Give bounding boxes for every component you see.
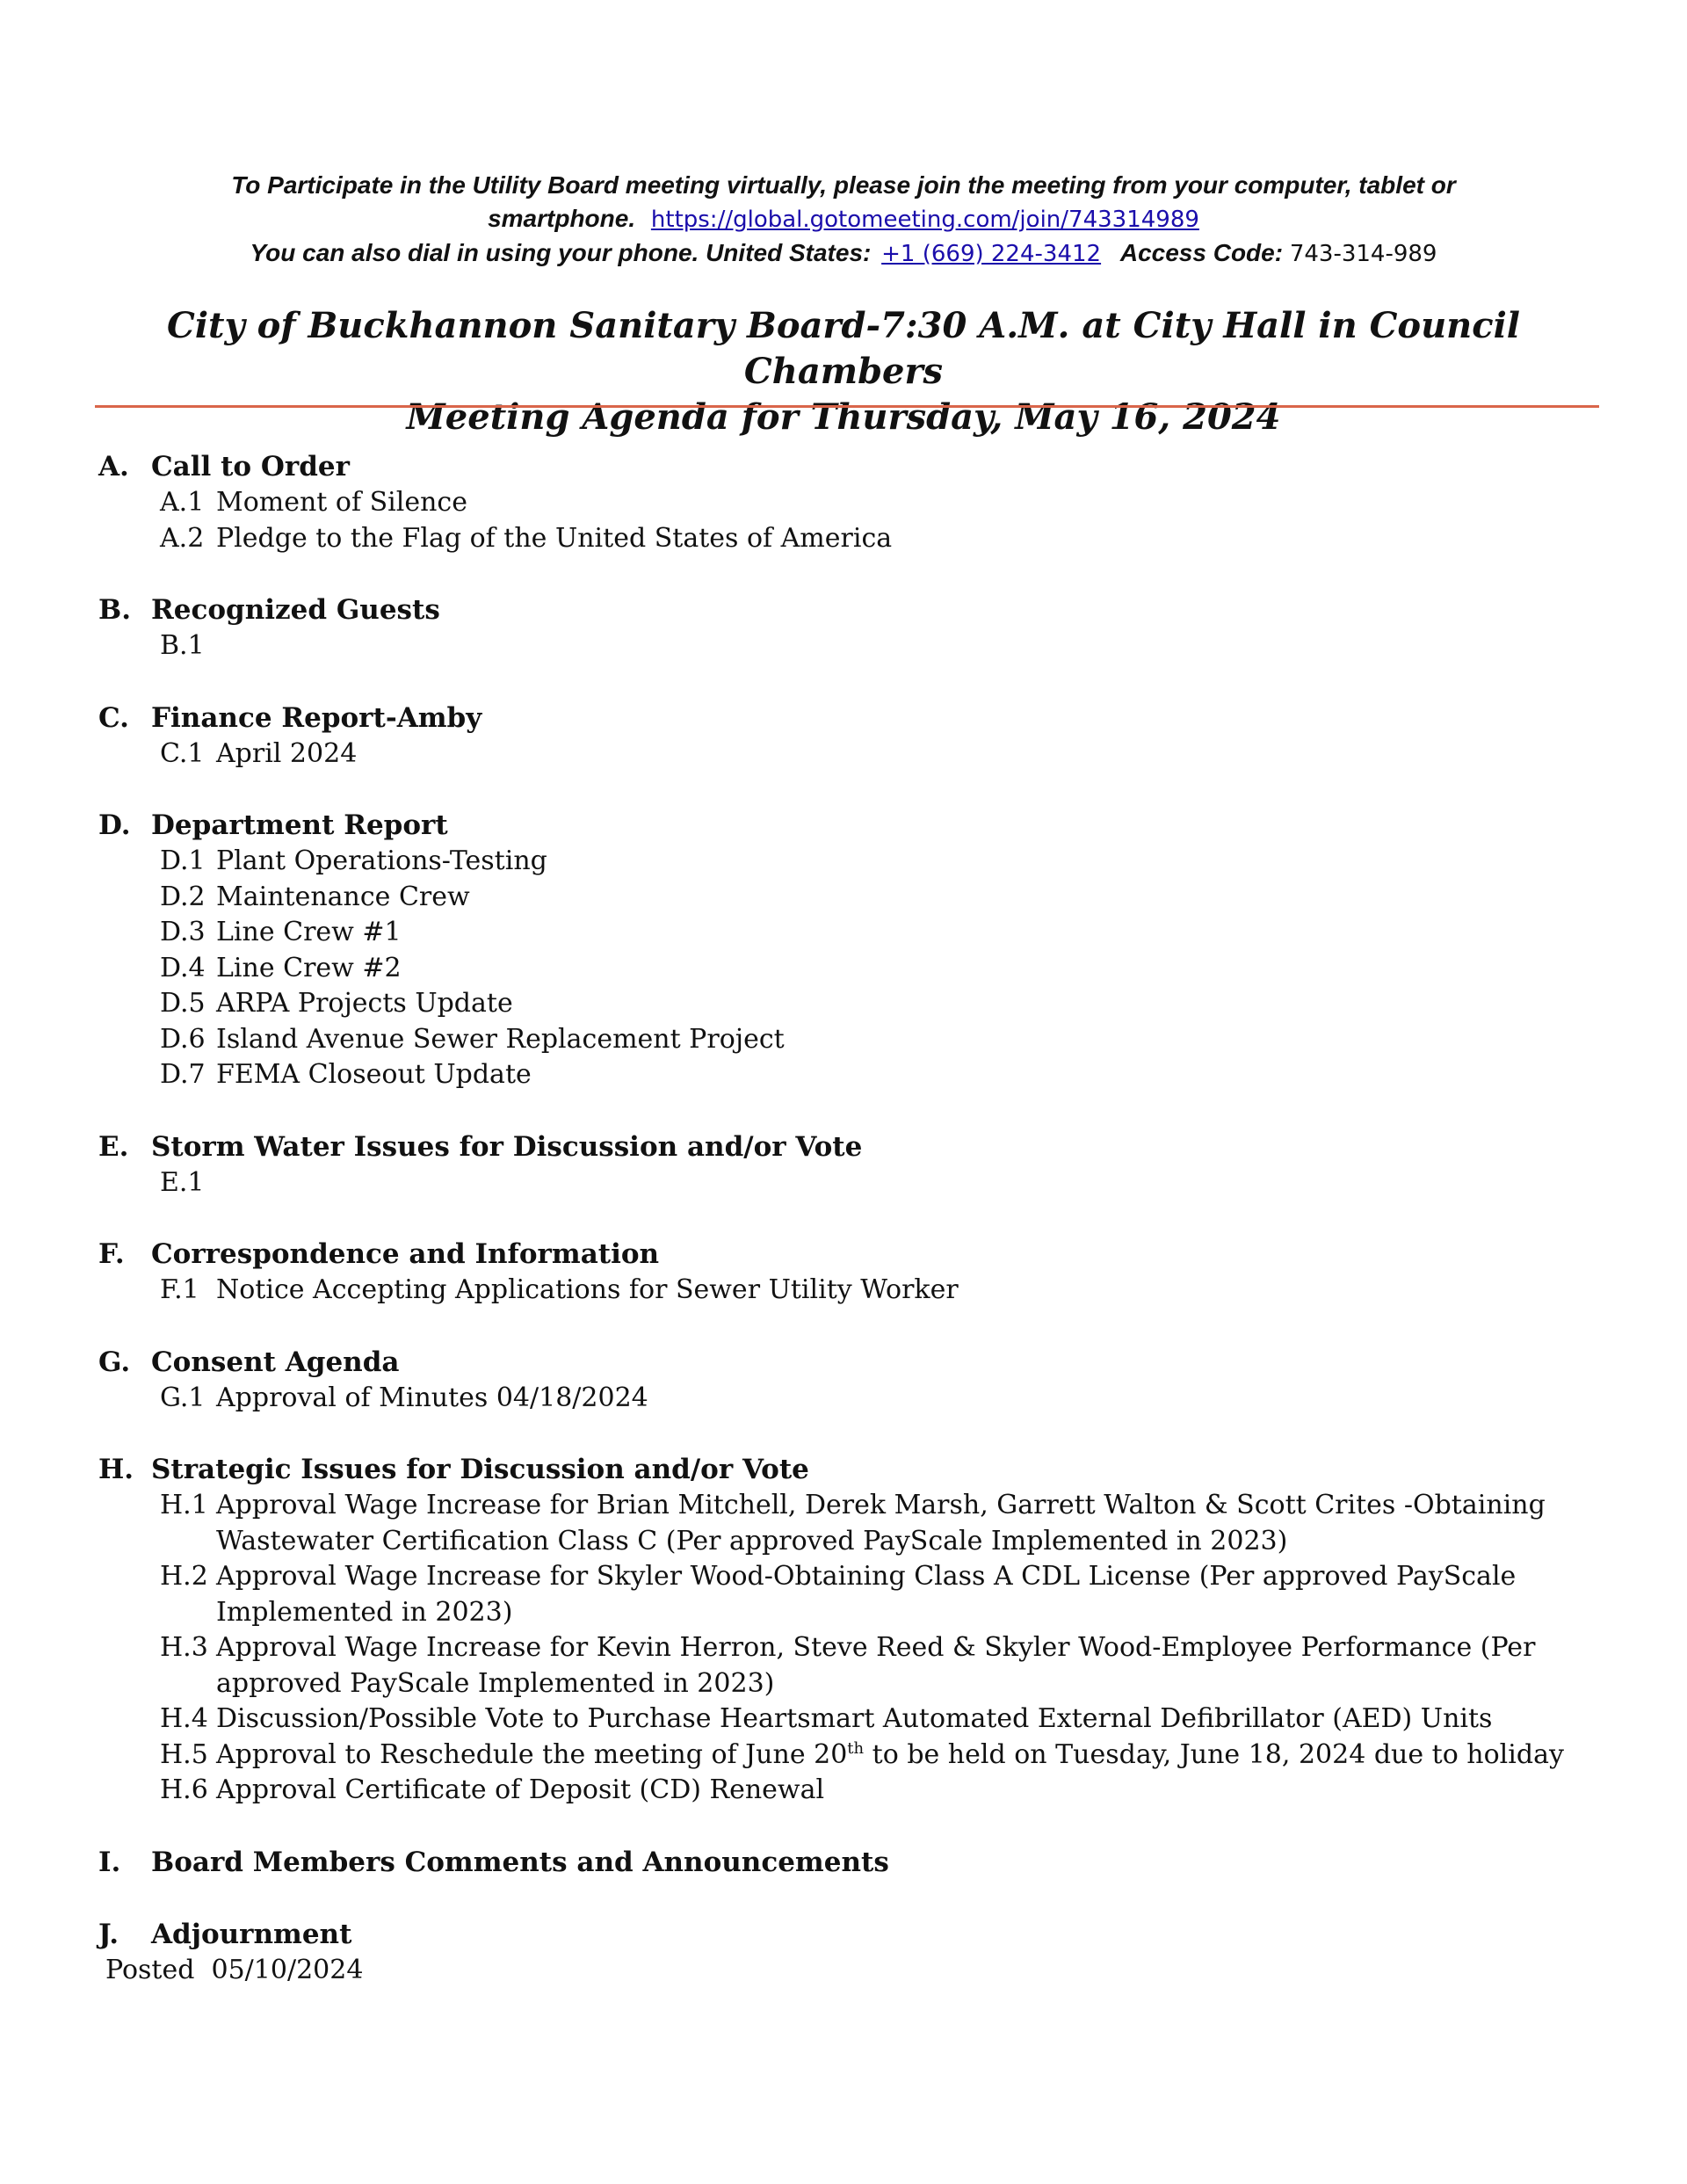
section-title-text: Adjournment bbox=[151, 1918, 352, 1950]
section-letter: J. bbox=[98, 1918, 119, 1950]
section-title bbox=[98, 807, 1610, 844]
agenda-item-number: H.1 bbox=[160, 1490, 208, 1520]
section-title bbox=[98, 1344, 1610, 1381]
agenda-item bbox=[160, 1488, 1610, 1559]
agenda-section bbox=[98, 1916, 1610, 1953]
agenda-section bbox=[98, 1844, 1610, 1881]
section-letter: C. bbox=[98, 701, 129, 734]
access-code-value: 743-314-989 bbox=[1289, 241, 1437, 267]
agenda-item bbox=[160, 485, 1610, 521]
agenda-item-number: H.6 bbox=[160, 1774, 208, 1805]
section-title bbox=[98, 700, 1610, 736]
section-letter: H. bbox=[98, 1454, 134, 1485]
agenda-item-number: H.4 bbox=[160, 1703, 208, 1734]
section-title-text: Consent Agenda bbox=[151, 1346, 400, 1378]
agenda-item-text: Maintenance Crew bbox=[216, 881, 470, 912]
section-title-text: Call to Order bbox=[151, 451, 350, 483]
agenda-section bbox=[98, 700, 1610, 773]
agenda-item bbox=[160, 521, 1610, 557]
participation-line-3 bbox=[97, 236, 1590, 271]
agenda-item-text: Plant Operations-Testing bbox=[216, 845, 547, 876]
agenda-item-text: ARPA Projects Update bbox=[216, 988, 513, 1019]
agenda-item bbox=[160, 1773, 1610, 1809]
agenda-item-number: D.1 bbox=[160, 845, 206, 876]
agenda-section bbox=[98, 1451, 1610, 1809]
agenda-item bbox=[160, 1022, 1610, 1058]
agenda-item bbox=[160, 986, 1610, 1022]
agenda-item-text bbox=[216, 1165, 1610, 1201]
agenda-item-text: Notice Accepting Applications for Sewer Utility Worker bbox=[216, 1274, 959, 1305]
agenda-item-number: B.1 bbox=[160, 630, 205, 661]
agenda-item bbox=[160, 880, 1610, 916]
agenda-item-ordinal-suffix: th bbox=[847, 1738, 865, 1758]
agenda-item-number: D.5 bbox=[160, 988, 206, 1019]
section-title-text: Board Members Comments and Announcements bbox=[151, 1846, 889, 1878]
agenda-item-number: A.2 bbox=[160, 522, 205, 554]
agenda-item-number: A.1 bbox=[160, 487, 205, 518]
agenda-item-text: Discussion/Possible Vote to Purchase Heartsmart Automated External Defibrillator (AED) Units bbox=[216, 1703, 1493, 1734]
agenda-item bbox=[160, 1165, 1610, 1201]
heading-line-1: City of Buckhannon Sanitary Board-7:30 A.M. at City Hall in Council Chambers bbox=[167, 305, 1520, 392]
agenda-item-number: H.3 bbox=[160, 1632, 208, 1663]
agenda-item bbox=[160, 1273, 1610, 1309]
section-title-text: Recognized Guests bbox=[151, 594, 440, 626]
heading-divider bbox=[95, 405, 1599, 408]
section-title-text: Department Report bbox=[151, 809, 448, 841]
agenda-item-number: D.2 bbox=[160, 881, 206, 912]
agenda-item-text-part: Approval to Reschedule the meeting of June 20 bbox=[216, 1738, 848, 1770]
section-letter: E. bbox=[98, 1130, 129, 1163]
heading-line-2: Meeting Agenda for Thursday, May 16, 2024 bbox=[406, 396, 1281, 438]
section-title-text: Strategic Issues for Discussion and/or Vote bbox=[151, 1454, 809, 1485]
section-title-text: Storm Water Issues for Discussion and/or Vote bbox=[151, 1130, 863, 1163]
agenda-item-text bbox=[216, 1738, 1610, 1774]
agenda-item-text: Approval Wage Increase for Kevin Herron, Steve Reed & Skyler Wood-Employee Performance (Per approved PayScale Implemented in 2023) bbox=[216, 1632, 1536, 1699]
agenda-item-text: Line Crew #2 bbox=[216, 952, 402, 983]
section-letter: D. bbox=[98, 809, 131, 841]
agenda-item-text: Approval Wage Increase for Brian Mitchell, Derek Marsh, Garrett Walton & Scott Crites -Obtaining Wastewater Certification Class C (Per approved PayScale Implemented in 2023) bbox=[216, 1490, 1546, 1556]
agenda-section bbox=[98, 1128, 1610, 1201]
section-title-text: Correspondence and Information bbox=[151, 1238, 660, 1270]
access-code-label: Access Code: bbox=[1119, 239, 1284, 266]
agenda-item bbox=[160, 628, 1610, 664]
agenda-item-number: H.2 bbox=[160, 1561, 208, 1592]
section-title bbox=[98, 1128, 1610, 1165]
agenda-item-text: Island Avenue Sewer Replacement Project bbox=[216, 1023, 785, 1055]
dial-in-text: You can also dial in using your phone. United States: bbox=[250, 239, 872, 266]
agenda-item-number: D.6 bbox=[160, 1023, 206, 1055]
agenda-item-text: Approval Certificate of Deposit (CD) Renewal bbox=[216, 1774, 825, 1805]
agenda-item-number: D.7 bbox=[160, 1059, 206, 1090]
agenda-item bbox=[160, 736, 1610, 773]
section-letter: A. bbox=[98, 451, 129, 483]
agenda-item-number: E.1 bbox=[160, 1166, 205, 1198]
agenda-item bbox=[160, 844, 1610, 880]
agenda-heading bbox=[79, 303, 1608, 440]
agenda-item bbox=[160, 951, 1610, 987]
section-letter: B. bbox=[98, 594, 131, 626]
agenda-item-number: C.1 bbox=[160, 737, 205, 769]
agenda-section bbox=[98, 448, 1610, 556]
agenda-item-text: Moment of Silence bbox=[216, 487, 467, 518]
section-title-text: Finance Report-Amby bbox=[151, 701, 482, 734]
agenda-item-text: FEMA Closeout Update bbox=[216, 1059, 532, 1090]
agenda-item bbox=[160, 1738, 1610, 1774]
agenda-item-number: D.4 bbox=[160, 952, 206, 983]
agenda-section bbox=[98, 1236, 1610, 1309]
section-letter: F. bbox=[98, 1238, 125, 1270]
section-title bbox=[98, 1236, 1610, 1273]
agenda-section bbox=[98, 807, 1610, 1093]
meeting-link[interactable]: https://global.gotomeeting.com/join/743314989 bbox=[650, 207, 1199, 233]
dial-in-phone-link[interactable]: +1 (669) 224-3412 bbox=[881, 241, 1102, 267]
section-title bbox=[98, 1451, 1610, 1488]
agenda-item-text: April 2024 bbox=[216, 737, 358, 769]
agenda-item-number: F.1 bbox=[160, 1274, 199, 1305]
agenda-item-text: Approval of Minutes 04/18/2024 bbox=[216, 1382, 648, 1413]
agenda-item-text: Pledge to the Flag of the United States of America bbox=[216, 522, 893, 554]
agenda-section bbox=[98, 1344, 1610, 1417]
agenda-item bbox=[160, 1559, 1610, 1630]
agenda-item-text-part: to be held on Tuesday, June 18, 2024 due to holiday bbox=[864, 1738, 1564, 1770]
agenda-item-number: H.5 bbox=[160, 1738, 208, 1770]
section-letter: G. bbox=[98, 1346, 131, 1378]
participation-line-2 bbox=[97, 202, 1590, 236]
agenda-item-number: D.3 bbox=[160, 917, 206, 947]
section-title bbox=[98, 1844, 1610, 1881]
agenda-item bbox=[160, 1057, 1610, 1093]
participation-line-1: To Participate in the Utility Board meeting virtually, please join the meeting from your computer, tablet or bbox=[231, 171, 1456, 199]
participation-instructions bbox=[97, 169, 1590, 271]
agenda-item bbox=[160, 1381, 1610, 1417]
participation-device-text: smartphone. bbox=[488, 205, 636, 232]
section-letter: I. bbox=[98, 1846, 121, 1878]
agenda-item bbox=[160, 1701, 1610, 1738]
agenda-item bbox=[160, 915, 1610, 951]
section-title bbox=[98, 591, 1610, 628]
agenda-list bbox=[98, 448, 1610, 1988]
agenda-item-text: Line Crew #1 bbox=[216, 917, 402, 947]
agenda-item-number: G.1 bbox=[160, 1382, 206, 1413]
section-title bbox=[98, 1916, 1610, 1953]
agenda-item-text: Approval Wage Increase for Skyler Wood-Obtaining Class A CDL License (Per approved PayScale Implemented in 2023) bbox=[216, 1561, 1517, 1628]
posted-date: Posted 05/10/2024 bbox=[105, 1954, 364, 1985]
agenda-item bbox=[160, 1630, 1610, 1701]
agenda-item-text bbox=[216, 628, 1610, 664]
agenda-section bbox=[98, 591, 1610, 664]
section-title bbox=[98, 448, 1610, 485]
